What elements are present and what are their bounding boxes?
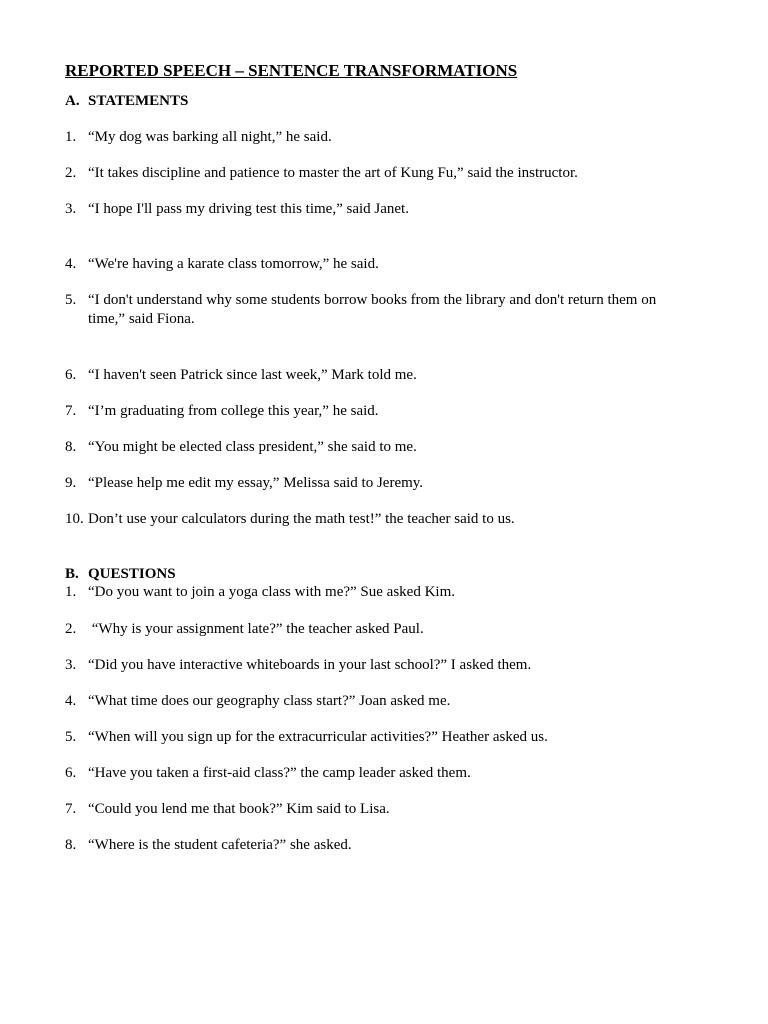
question-text: “Could you lend me that book?” Kim said to Lisa. [88,801,390,817]
section-b-letter: B. [65,566,79,582]
statement-number: 5. [65,292,77,308]
question-text: “Did you have interactive whiteboards in your last school?” I asked them. [88,657,532,673]
statement-item-4 [65,255,695,274]
statement-number: 3. [65,201,77,217]
question-text: “Why is your assignment late?” the teacher asked Paul. [88,621,424,637]
statement-number: 7. [65,403,77,419]
question-item-4 [65,692,695,711]
question-text: “Have you taken a first-aid class?” the camp leader asked them. [88,765,471,781]
statement-text: “Please help me edit my essay,” Melissa said to Jeremy. [88,475,424,491]
statement-number: 8. [65,439,77,455]
question-item-8 [65,836,695,855]
question-item-1 [65,583,695,602]
section-b-title: QUESTIONS [88,566,176,582]
page-title: REPORTED SPEECH – SENTENCE TRANSFORMATIONS [65,61,518,80]
statement-text: “It takes discipline and patience to master the art of Kung Fu,” said the instructor. [88,165,578,181]
question-text: “When will you sign up for the extracurricular activities?” Heather asked us. [88,729,548,745]
question-text: “Do you want to join a yoga class with me?” Sue asked Kim. [88,584,456,600]
statement-item-2 [65,164,695,183]
statement-item-8 [65,438,695,457]
question-item-6 [65,764,695,783]
section-a-letter: A. [65,93,80,109]
question-item-2 [65,620,695,639]
statement-text: “We're having a karate class tomorrow,” he said. [88,256,379,272]
question-item-3 [65,656,695,675]
statement-item-5 [65,291,695,329]
statement-text: “I haven't seen Patrick since last week,” Mark told me. [88,367,417,383]
statement-number: 1. [65,129,77,145]
statement-text: Don’t use your calculators during the math test!” the teacher said to us. [88,511,515,527]
statement-number: 6. [65,367,77,383]
statement-text: “I hope I'll pass my driving test this time,” said Janet. [88,201,409,217]
statement-number: 10. [65,511,84,527]
statement-item-10 [65,510,695,529]
question-text: “Where is the student cafeteria?” she asked. [88,837,352,853]
statement-item-1 [65,128,695,147]
section-a-heading [65,92,188,110]
statement-item-3 [65,200,695,219]
section-b-heading [65,565,176,583]
statement-item-6 [65,366,695,385]
statement-text: “My dog was barking all night,” he said. [88,129,332,145]
statement-number: 4. [65,256,77,272]
statement-item-9 [65,474,695,493]
statement-text: “I don't understand why some students borrow books from the library and don't return them on time,” said Fiona. [88,292,657,327]
question-number: 8. [65,837,77,853]
question-number: 6. [65,765,77,781]
question-number: 7. [65,801,77,817]
question-number: 5. [65,729,77,745]
question-number: 4. [65,693,77,709]
section-a-title: STATEMENTS [88,93,189,109]
statement-text: “I’m graduating from college this year,” he said. [88,403,379,419]
statement-item-7 [65,402,695,421]
question-text: “What time does our geography class start?” Joan asked me. [88,693,451,709]
statement-number: 9. [65,475,77,491]
question-item-7 [65,800,695,819]
statement-number: 2. [65,165,77,181]
question-number: 1. [65,584,77,600]
question-item-5 [65,728,695,747]
question-number: 2. [65,621,77,637]
statement-text: “You might be elected class president,” she said to me. [88,439,417,455]
question-number: 3. [65,657,77,673]
